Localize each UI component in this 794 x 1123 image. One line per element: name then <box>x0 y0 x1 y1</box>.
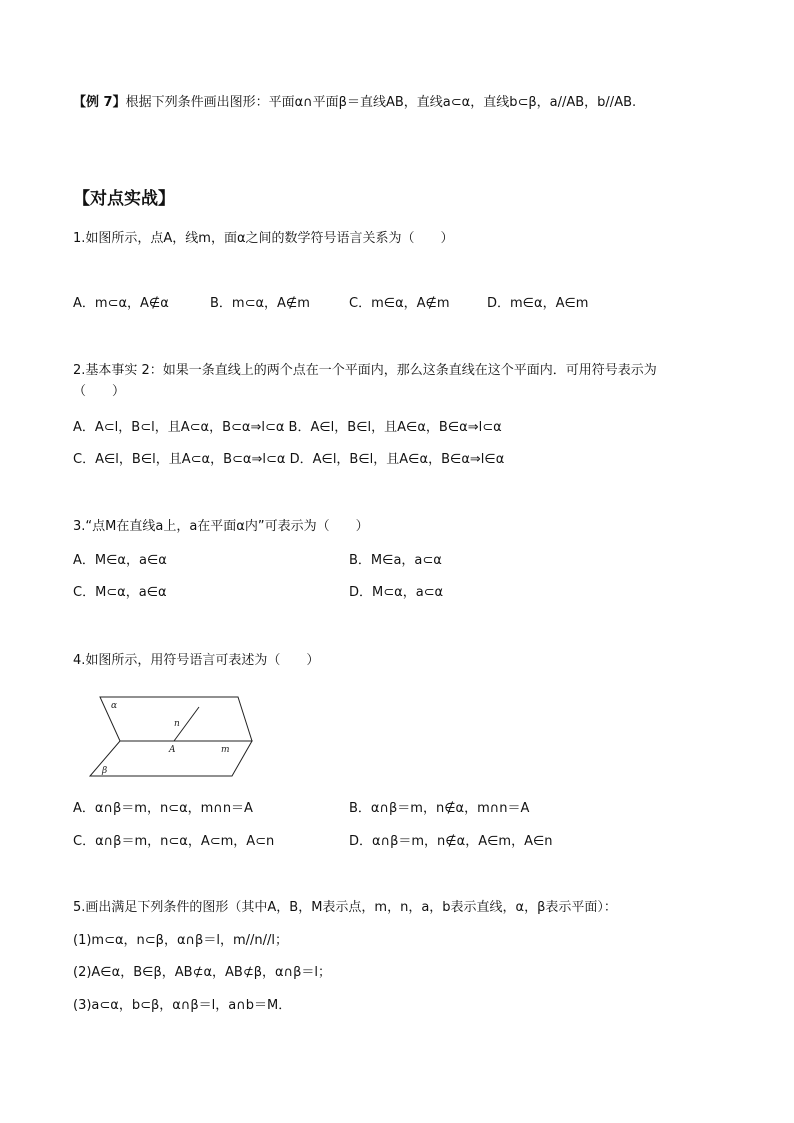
q5-stem: 5.画出满足下列条件的图形（其中A，B，M表示点，m，n，a，b表示直线，α，β表示平面）： <box>73 900 617 915</box>
q5-item-2: (2)A∈α，B∈β，AB⊄α，AB⊄β，α∩β＝l； <box>73 965 332 980</box>
label-beta: β <box>102 766 108 776</box>
label-alpha: α <box>111 701 118 711</box>
q3-option-a: A．M∈α，a∈α <box>73 553 167 568</box>
example-7 <box>73 94 636 112</box>
q5-item-1: (1)m⊂α，n⊂β，α∩β＝l，m//n//l； <box>73 933 288 948</box>
q2-stem-line1: 2.基本事实 2：如果一条直线上的两个点在一个平面内，那么这条直线在这个平面内．可用符号表示为 <box>73 363 657 378</box>
two-planes-figure <box>86 692 256 778</box>
q3-option-d: D．M⊂α，a⊂α <box>349 585 444 600</box>
q4-option-c: C．α∩β＝m，n⊂α，A⊂m，A⊂n <box>73 834 275 849</box>
q3-option-b: B．M∈a，a⊂α <box>349 553 442 568</box>
q1-option-c: C．m∈α，A∉m <box>349 296 450 311</box>
q4-option-d: D．α∩β＝m，n∉α，A∈m，A∈n <box>349 834 553 849</box>
example-text: 根据下列条件画出图形：平面α∩平面β＝直线AB，直线a⊂α，直线b⊂β，a//AB，b//AB. <box>125 95 637 110</box>
q1-option-b: B．m⊂α，A∉m <box>210 296 310 311</box>
q4-stem: 4.如图所示，用符号语言可表述为（ ） <box>73 653 320 668</box>
label-m: m <box>221 745 230 755</box>
q2-stem-line2: （ ） <box>73 384 126 399</box>
label-a: A <box>169 745 176 755</box>
q5-item-3: (3)a⊂α，b⊂β，α∩β＝l，a∩b＝M． <box>73 998 292 1013</box>
section-title: 【对点实战】 <box>73 189 175 209</box>
q4-option-a: A．α∩β＝m，n⊂α，m∩n＝A <box>73 801 253 816</box>
q3-stem: 3.“点M在直线a上，a在平面α内”可表示为（ ） <box>73 519 369 534</box>
label-n: n <box>174 719 180 729</box>
q1-stem: 1.如图所示，点A，线m，面α之间的数学符号语言关系为（ ） <box>73 231 454 246</box>
q4-option-b: B．α∩β＝m，n∉α，m∩n＝A <box>349 801 530 816</box>
q2-options-cd: C．A∈l，B∈l，且A⊂α，B⊂α⇒l⊂α D．A∈l，B∈l，且A∈α，B∈α⇒l∈α <box>73 452 505 467</box>
q1-option-d: D．m∈α，A∈m <box>487 296 589 311</box>
q2-options-ab: A．A⊂l，B⊂l，且A⊂α，B⊂α⇒l⊂α B．A∈l，B∈l，且A∈α，B∈α⇒l⊂α <box>73 420 502 435</box>
q3-option-c: C．M⊂α，a∈α <box>73 585 167 600</box>
example-label: 【例 7】 <box>73 95 126 110</box>
q1-option-a: A．m⊂α，A∉α <box>73 296 169 311</box>
